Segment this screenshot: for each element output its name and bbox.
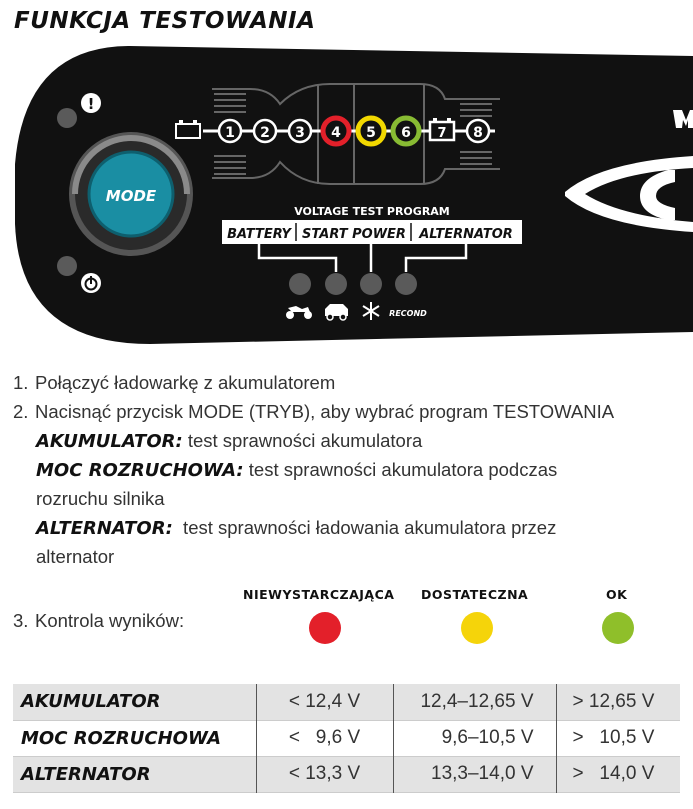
results-table (13, 684, 680, 793)
result-label-ok: OK (606, 587, 628, 602)
page-title: FUNKCJA TESTOWANIA (14, 8, 316, 34)
step-2: 2. Nacisnąć przycisk MODE (TRYB), aby wybrać program TESTOWANIA (13, 401, 615, 422)
power-led (57, 256, 77, 276)
step-5-number: 5 (366, 125, 376, 141)
red-dot-icon (309, 612, 341, 644)
step-2-number: 2 (260, 125, 270, 141)
program-label-alternator: ALTERNATOR (419, 227, 513, 242)
charger-panel (0, 44, 693, 344)
error-led (57, 108, 77, 128)
program-label-start-power: START POWER (302, 227, 406, 242)
led-car (325, 273, 347, 295)
program-label-battery: BATTERY (227, 227, 291, 242)
result-label-sufficient: DOSTATECZNA (421, 587, 529, 602)
akumulator-desc: AKUMULATOR: test sprawności akumulatora (36, 430, 423, 452)
step-8-number: 8 (473, 125, 483, 141)
voltage-test-title: VOLTAGE TEST PROGRAM (294, 205, 450, 218)
alternator-desc-cont: alternator (36, 546, 115, 567)
mode-button[interactable] (69, 132, 193, 256)
alternator-desc: ALTERNATOR: test sprawności ładowania akumulatora przez (36, 517, 557, 539)
recond-label: RECOND (389, 309, 427, 318)
step-3: 3. Kontrola wyników: (13, 610, 185, 631)
led-recond (395, 273, 417, 295)
table-row: MOC ROZRUCHOWA < 9,6 V 9,6–10,5 V > 10,5 V (13, 720, 680, 756)
step-4-number: 4 (331, 125, 341, 141)
yellow-dot-icon (461, 612, 493, 644)
moc-desc-cont: rozruchu silnika (36, 488, 165, 509)
green-dot-icon (602, 612, 634, 644)
svg-text:!: ! (87, 95, 95, 113)
table-row: AKUMULATOR < 12,4 V 12,4–12,65 V > 12,65 V (13, 684, 680, 720)
step-1: 1. Połączyć ładowarkę z akumulatorem (13, 372, 336, 393)
led-snowflake (360, 273, 382, 295)
step-3-number: 3 (295, 125, 305, 141)
step-6-number: 6 (401, 125, 411, 141)
step-1-number: 1 (225, 125, 235, 141)
mode-label: MODE (105, 187, 157, 205)
result-label-insufficient: NIEWYSTARCZAJĄCA (243, 587, 395, 602)
table-row: ALTERNATOR < 13,3 V 13,3–14,0 V > 14,0 V (13, 756, 680, 792)
step-7-number: 7 (437, 126, 447, 141)
moc-desc: MOC ROZRUCHOWA: test sprawności akumulatora podczas (36, 459, 558, 481)
led-motorcycle (289, 273, 311, 295)
